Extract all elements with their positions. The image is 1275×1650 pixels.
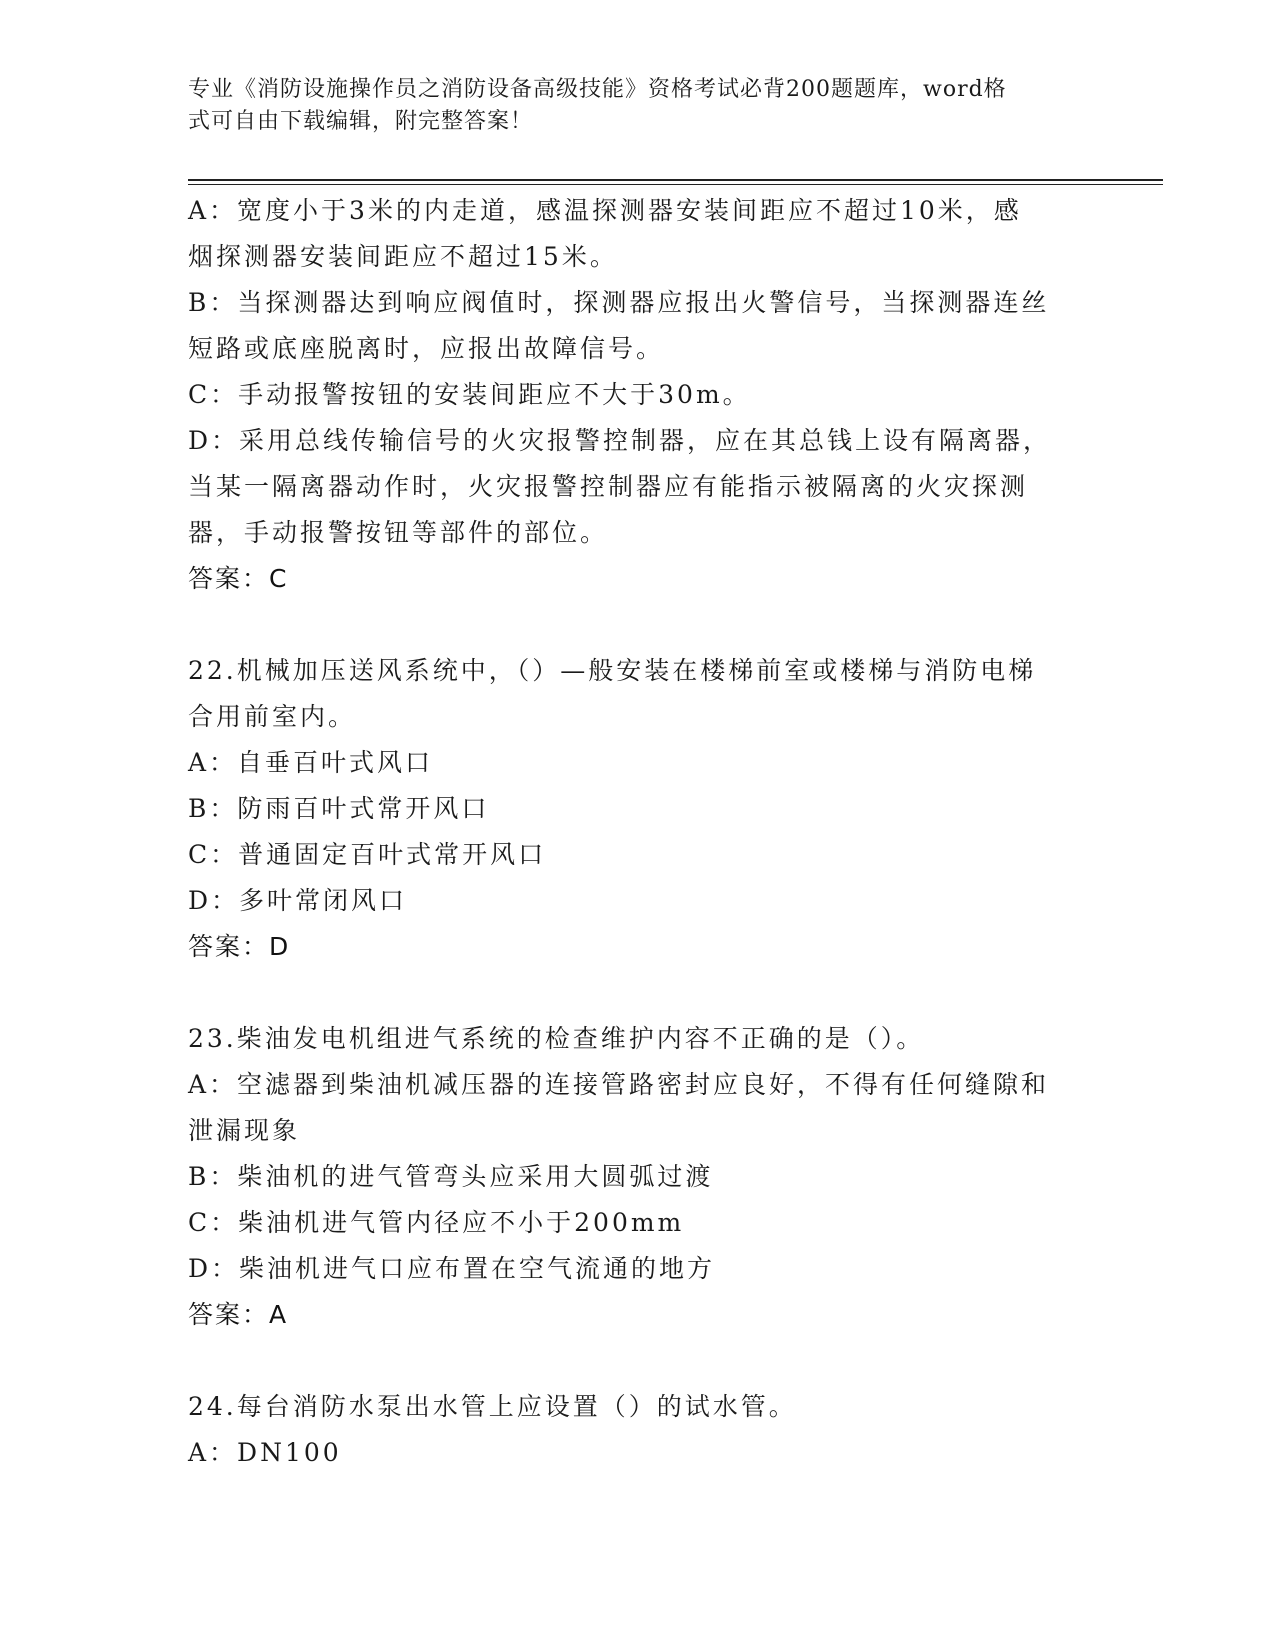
- option-c: C：手动报警按钮的安装间距应不大于30m。: [188, 380, 751, 409]
- option-d-line-1: D：采用总线传输信号的火灾报警控制器，应在其总钱上设有隔离器，: [188, 426, 1052, 455]
- question-22: [188, 648, 1083, 970]
- option-d: D：多叶常闭风口: [188, 886, 408, 915]
- option-b-line-2: 短路或底座脱离时，应报出故障信号。: [188, 334, 665, 363]
- option-a-line-2: 烟探测器安装间距应不超过15米。: [188, 242, 618, 271]
- question-stem-line-2: 合用前室内。: [188, 702, 357, 731]
- option-d: D：柴油机进气口应布置在空气流通的地方: [188, 1254, 716, 1283]
- option-a: A：自垂百叶式风口: [188, 748, 434, 777]
- spacer: [188, 970, 1083, 1016]
- answer-21: 答案：C: [188, 564, 289, 593]
- document-header: [188, 74, 1078, 138]
- spacer: [188, 1338, 1083, 1384]
- header-divider-thin: [188, 184, 1163, 185]
- question-stem-line-1: 22.机械加压送风系统中，（）—般安装在楼梯前室或楼梯与消防电梯: [188, 656, 1037, 685]
- question-stem-line-1: 24.每台消防水泵出水管上应设置（）的试水管。: [188, 1392, 797, 1421]
- spacer: [188, 602, 1083, 648]
- question-21: [188, 188, 1083, 602]
- document-body: [188, 188, 1083, 1476]
- option-a: A：DN100: [188, 1438, 342, 1467]
- option-b-line-1: B：当探测器达到响应阀值时，探测器应报出火警信号，当探测器连丝: [188, 288, 1050, 317]
- header-line-1: 专业《消防设施操作员之消防设备高级技能》资格考试必背200题题库，word格: [188, 77, 1007, 102]
- option-d-line-2: 当某一隔离器动作时，火灾报警控制器应有能指示被隔离的火灾探测: [188, 472, 1029, 501]
- option-a-line-1: A：空滤器到柴油机减压器的连接管路密封应良好，不得有任何缝隙和: [188, 1070, 1050, 1099]
- question-24: [188, 1384, 1083, 1476]
- header-line-2: 式可自由下载编辑，附完整答案！: [188, 109, 534, 134]
- question-23: [188, 1016, 1083, 1338]
- option-a-line-2: 泄漏现象: [188, 1116, 301, 1145]
- answer-23: 答案：A: [188, 1300, 289, 1329]
- option-d-line-3: 器，手动报警按钮等部件的部位。: [188, 518, 609, 547]
- answer-22: 答案：D: [188, 932, 291, 961]
- option-b: B：防雨百叶式常开风口: [188, 794, 490, 823]
- option-c: C：柴油机进气管内径应不小于200mm: [188, 1208, 685, 1237]
- question-stem-line-1: 23.柴油发电机组进气系统的检查维护内容不正确的是（）。: [188, 1024, 925, 1053]
- option-a-line-1: A：宽度小于3米的内走道，感温探测器安装间距应不超过10米，感: [188, 196, 1022, 225]
- option-c: C：普通固定百叶式常开风口: [188, 840, 547, 869]
- option-b: B：柴油机的进气管弯头应采用大圆弧过渡: [188, 1162, 714, 1191]
- header-divider-thick: [188, 179, 1163, 181]
